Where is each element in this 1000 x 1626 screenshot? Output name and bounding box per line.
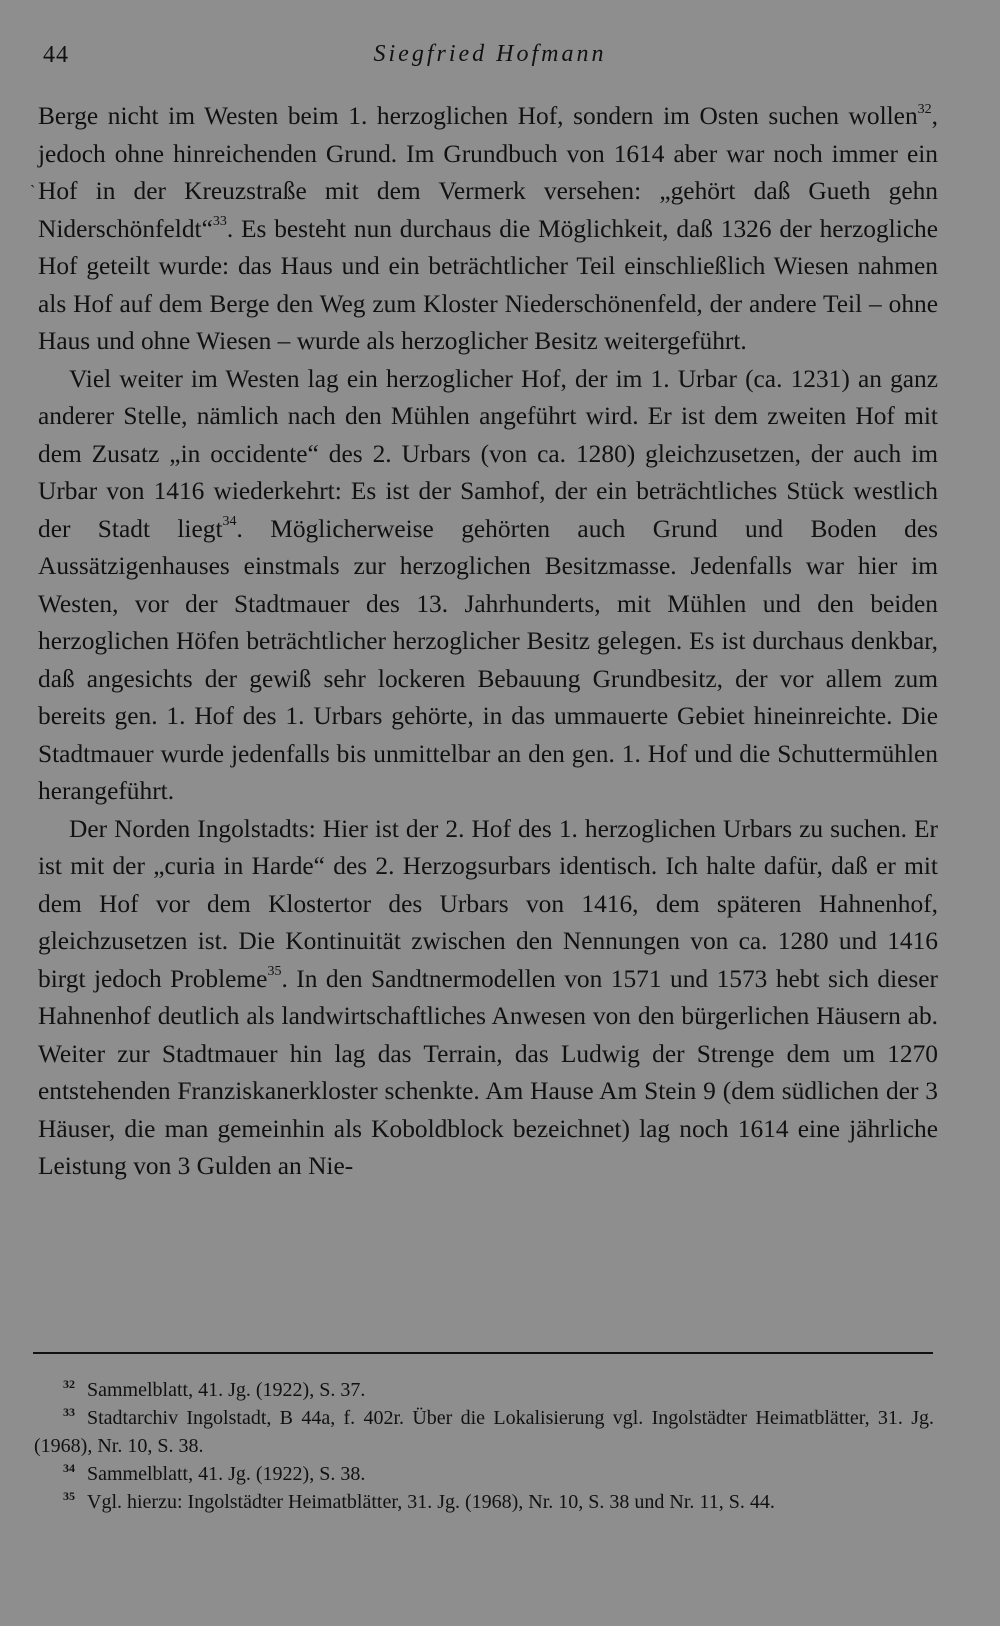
- footnotes: [34, 1376, 934, 1516]
- paragraph: [38, 361, 938, 811]
- footnote-number: 33: [63, 1405, 75, 1420]
- footnote-number: 34: [63, 1461, 75, 1476]
- footnote-text: Sammelblatt, 41. Jg. (1922), S. 37.: [87, 1379, 366, 1401]
- footnote-separator: [33, 1352, 933, 1354]
- text-run: , jedoch ohne hinreichenden Grund. Im Grundbuch von 1614 aber war noch immer ein Hof in der Kreuzstraße mit dem Vermerk versehen: „gehört daß Gueth gehn Niderschönfeldt“: [38, 102, 938, 243]
- main-text: [38, 98, 938, 1186]
- footnote-text: Vgl. hierzu: Ingolstädter Heimatblätter, 31. Jg. (1968), Nr. 10, S. 38 und Nr. 11, S. 44.: [87, 1491, 775, 1513]
- text-run: Der Norden Ingolstadts: Hier ist der 2. Hof des 1. herzoglichen Urbars zu suchen. Er ist mit der „curia in Harde“ des 2. Herzogsurbars identisch. Ich halte dafür, daß er mit dem Hof vor dem Klostertor des Urbars von 1416, dem späteren Hahnenhof, gleichzusetzen ist. Die Kontinuität zwischen den Nennungen von ca. 1280 und 1416 birgt jedoch Probleme: [38, 814, 938, 993]
- paragraph: [38, 98, 938, 361]
- paragraph: [38, 811, 938, 1186]
- running-head: Siegfried Hofmann: [373, 41, 607, 67]
- footnote-reference: 33: [212, 214, 227, 230]
- text-run: Berge nicht im Westen beim 1. herzoglichen Hof, sondern im Osten suchen wollen: [38, 102, 918, 130]
- footnote-reference: 34: [222, 514, 237, 530]
- footnote-number: 32: [63, 1377, 75, 1392]
- footnote-number: 35: [63, 1489, 75, 1504]
- footnote: [34, 1460, 934, 1488]
- text-run: Viel weiter im Westen lag ein herzoglicher Hof, der im 1. Urbar (ca. 1231) an ganz anderer Stelle, nämlich nach den Mühlen angeführt wird. Er ist dem zweiten Hof mit dem Zusatz „in occidente“ des 2. Urbars (von ca. 1280) gleichzusetzen, der auch im Urbar von 1416 wiederkehrt: Es ist der Samhof, der ein beträchtliches Stück westlich der Stadt liegt: [38, 364, 938, 543]
- footnote-text: Sammelblatt, 41. Jg. (1922), S. 38.: [87, 1463, 366, 1485]
- page-number: 44: [43, 42, 69, 68]
- text-run: . Es besteht nun durchaus die Möglichkeit, daß 1326 der herzogliche Hof geteilt wurde: das Haus und ein beträchtlicher Teil einschließlich Wiesen nahmen als Hof auf dem Berge den Weg zum Kloster Niederschönenfeld, der andere Teil – ohne Haus und ohne Wiesen – wurde als herzoglicher Besitz weitergeführt.: [38, 214, 938, 355]
- text-run: . In den Sandtnermodellen von 1571 und 1573 hebt sich dieser Hahnenhof deutlich als landwirtschaftliches Anwesen von den bürgerlichen Häusern ab. Weiter zur Stadtmauer hin lag das Terrain, das Ludwig der Strenge dem um 1270 entstehenden Franziskanerkloster schenkte. Am Hause Am Stein 9 (dem südlichen der 3 Häuser, die man gemeinhin als Koboldblock bezeichnet) lag noch 1614 eine jährliche Leistung von 3 Gulden an Nie-: [38, 964, 938, 1180]
- text-run: . Möglicherweise gehörten auch Grund und Boden des Aussätzigenhauses einstmals zur herzoglichen Besitzmasse. Jedenfalls war hier im Westen, vor der Stadtmauer des 13. Jahrhunderts, mit Mühlen und den beiden herzoglichen Höfen beträchtlicher herzoglicher Besitz gelegen. Es ist durchaus denkbar, daß angesichts der gewiß sehr lockeren Bebauung Grundbesitz, der vor allem zum bereits gen. 1. Hof des 1. Urbars gehörte, in das ummauerte Gebiet hineinreichte. Die Stadtmauer wurde jedenfalls bis unmittelbar an den gen. 1. Hof und die Schuttermühlen herangeführt.: [38, 514, 938, 805]
- footnote-text: Stadtarchiv Ingolstadt, B 44a, f. 402r. Über die Lokalisierung vgl. Ingolstädter Heimatblätter, 31. Jg. (1968), Nr. 10, S. 38.: [34, 1407, 934, 1457]
- page-header: [40, 38, 940, 74]
- footnote: [34, 1376, 934, 1404]
- footnote-reference: 35: [267, 964, 282, 980]
- margin-mark: `: [30, 183, 36, 200]
- footnote-reference: 32: [917, 101, 932, 117]
- footnote: [34, 1404, 934, 1460]
- footnote: [34, 1488, 934, 1516]
